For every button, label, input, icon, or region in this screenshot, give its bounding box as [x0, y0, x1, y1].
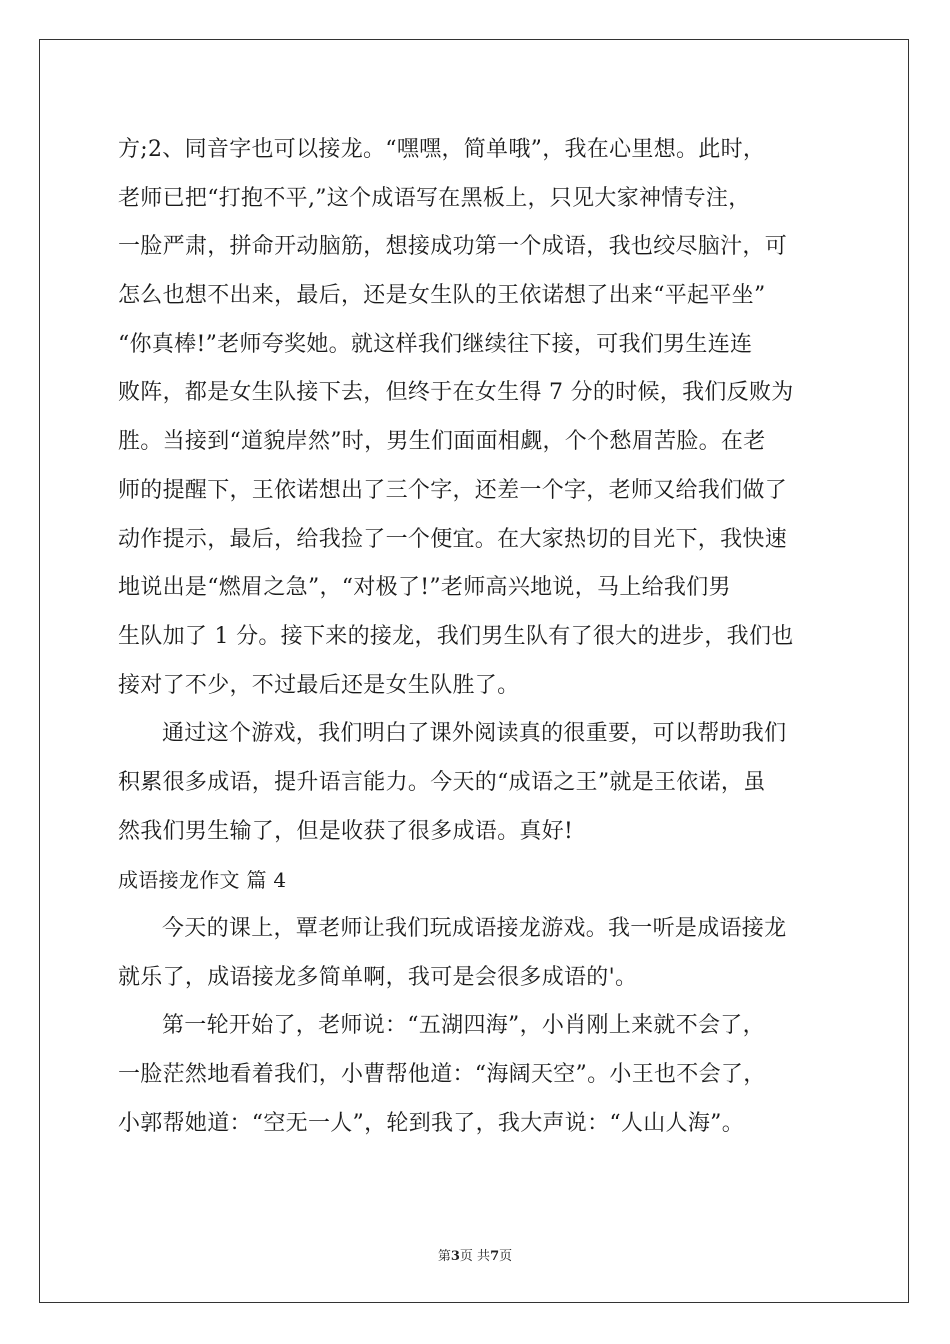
document-body	[118, 126, 838, 1148]
text-line: 败阵，都是女生队接下去，但终于在女生得 7 分的时候，我们反败为	[118, 380, 794, 406]
footer-current-page: 3	[450, 1249, 460, 1264]
text-line: 通过这个游戏，我们明白了课外阅读真的很重要，可以帮助我们	[162, 721, 787, 747]
text-line: 然我们男生输了，但是收获了很多成语。真好!	[118, 818, 574, 844]
footer-total-pages: 7	[490, 1249, 500, 1264]
text-line: 胜。当接到“道貌岸然”时，男生们面面相觑，个个愁眉苦脸。在老	[118, 429, 766, 455]
text-line: 一脸茫然地看着我们，小曹帮他道：“海阔天空”。小王也不会了，	[118, 1062, 766, 1088]
text-line: 小郭帮她道：“空无一人”，轮到我了，我大声说：“人山人海”。	[118, 1110, 744, 1136]
text-line: 怎么也想不出来，最后，还是女生队的王依诺想了出来“平起平坐”	[118, 283, 766, 309]
footer-prefix: 第	[437, 1249, 451, 1264]
text-line: 地说出是“燃眉之急”，“对极了!”老师高兴地说，马上给我们男	[118, 575, 731, 601]
text-line: “你真棒!”老师夸奖她。就这样我们继续往下接，可我们男生连连	[118, 331, 753, 357]
text-line: 动作提示，最后，给我捡了一个便宜。在大家热切的目光下，我快速	[118, 526, 788, 552]
text-line: 第一轮开始了，老师说：“五湖四海”，小肖刚上来就不会了，	[162, 1013, 765, 1039]
text-line: 积累很多成语，提升语言能力。今天的“成语之王”就是王依诺，虽	[118, 769, 766, 795]
text-line: 老师已把“打抱不平,”这个成语写在黑板上，只见大家神情专注，	[118, 185, 751, 211]
section-heading: 成语接龙作文 篇 4	[118, 868, 287, 893]
footer-mid: 页 共	[459, 1249, 491, 1264]
text-line: 一脸严肃，拼命开动脑筋，想接成功第一个成语，我也绞尽脑汁，可	[118, 234, 788, 260]
text-line: 方;2、同音字也可以接龙。“嘿嘿，简单哦”，我在心里想。此时，	[118, 137, 766, 162]
text-line: 就乐了，成语接龙多简单啊，我可是会很多成语的'。	[118, 964, 638, 990]
text-line: 生队加了 1 分。接下来的接龙，我们男生队有了很大的进步，我们也	[118, 623, 794, 649]
text-line: 接对了不少，不过最后还是女生队胜了。	[118, 672, 520, 698]
page-footer	[0, 1245, 950, 1264]
text-line: 今天的课上，覃老师让我们玩成语接龙游戏。我一听是成语接龙	[162, 916, 787, 941]
text-line: 师的提醒下，王依诺想出了三个字，还差一个字，老师又给我们做了	[118, 477, 788, 503]
footer-suffix: 页	[499, 1249, 513, 1264]
